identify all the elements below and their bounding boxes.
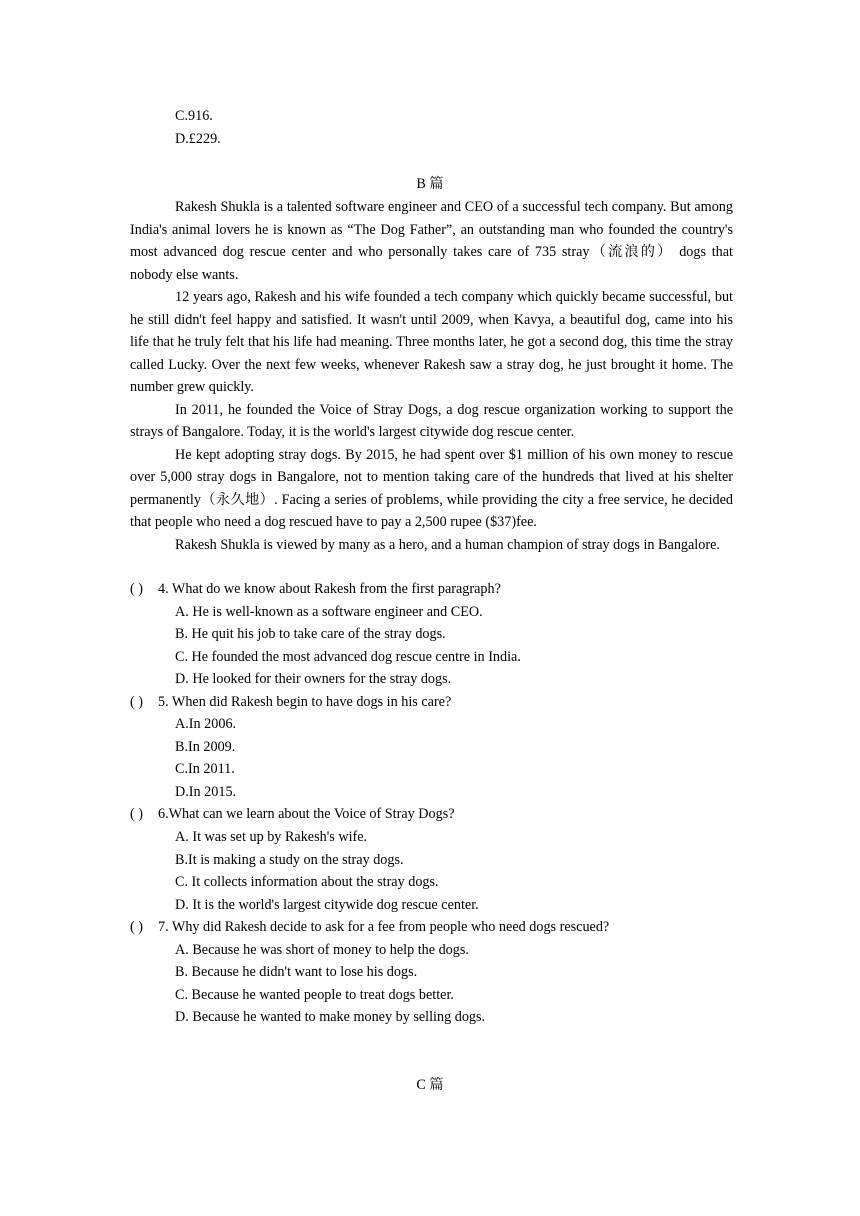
option-b: B. He quit his job to take care of the stray dogs. [175,626,446,642]
question-text: 4. What do we know about Rakesh from the first paragraph? [158,581,501,597]
question-4 [130,578,501,601]
option-d: D.In 2015. [175,784,237,800]
option-d: D. Because he wanted to make money by selling dogs. [175,1009,486,1025]
passage-paragraph-1: Rakesh Shukla is a talented software engineer and CEO of a successful tech company. But among India's animal lovers he is known as “The Dog Father”, an outstanding man who founded the country's most advanced dog rescue center and who personally takes care of 735 stray（流浪的） dogs that nobody else wants. [130,199,733,283]
prev-option-c: C.916. [175,108,213,124]
option-a: A. It was set up by Rakesh's wife. [175,829,368,845]
option-a: A. Because he was short of money to help the dogs. [175,942,469,958]
passage-paragraph-4: He kept adopting stray dogs. By 2015, he had spent over $1 million of his own money to rescue over 5,000 stray dogs in Bangalore, not to mention taking care of the hundreds that lived at his shelter permanently（永久地）. Facing a series of problems, while providing the city a free service, he decided that people who need a dog rescued have to pay a 2,500 rupee ($37)fee. [130,446,733,530]
question-text: 7. Why did Rakesh decide to ask for a fee from people who need dogs rescued? [158,919,610,935]
section-c-title: C 篇 [416,1077,444,1093]
question-text: 6.What can we learn about the Voice of Stray Dogs? [158,806,455,822]
passage-b [130,196,733,556]
option-b: B.In 2009. [175,739,236,755]
prev-option-d: D.£229. [175,131,221,147]
question-6 [130,803,455,826]
answer-blank[interactable]: ( ) [130,919,143,935]
answer-blank[interactable]: ( ) [130,694,143,710]
option-c: C. It collects information about the stray dogs. [175,874,439,890]
question-7 [130,916,609,939]
option-d: D. He looked for their owners for the stray dogs. [175,671,452,687]
passage-paragraph-5: Rakesh Shukla is viewed by many as a hero, and a human champion of stray dogs in Bangalore. [175,536,720,553]
question-5 [130,691,451,714]
answer-blank[interactable]: ( ) [130,806,143,822]
option-b: B. Because he didn't want to lose his dogs. [175,964,418,980]
option-c: C. Because he wanted people to treat dogs better. [175,987,454,1003]
option-a: A. He is well-known as a software engineer and CEO. [175,604,483,620]
option-c: C.In 2011. [175,761,235,777]
option-c: C. He founded the most advanced dog rescue centre in India. [175,649,521,665]
option-a: A.In 2006. [175,716,237,732]
passage-paragraph-3: In 2011, he founded the Voice of Stray Dogs, a dog rescue organization working to support the strays of Bangalore. Today, it is the world's largest citywide dog rescue center. [130,401,733,440]
option-b: B.It is making a study on the stray dogs. [175,852,404,868]
question-text: 5. When did Rakesh begin to have dogs in his care? [158,694,452,710]
section-b-title: B 篇 [416,176,444,192]
option-d: D. It is the world's largest citywide dog rescue center. [175,897,479,913]
passage-paragraph-2: 12 years ago, Rakesh and his wife founded a tech company which quickly became successful, but he still didn't feel happy and satisfied. It wasn't until 2009, when Kavya, a beautiful dog, came into his life that he truly felt that his life had meaning. Three months later, he got a second dog, this time the stray called Lucky. Over the next few weeks, whenever Rakesh saw a stray dog, he just brought it home. The number grew quickly. [130,289,733,395]
answer-blank[interactable]: ( ) [130,581,143,597]
